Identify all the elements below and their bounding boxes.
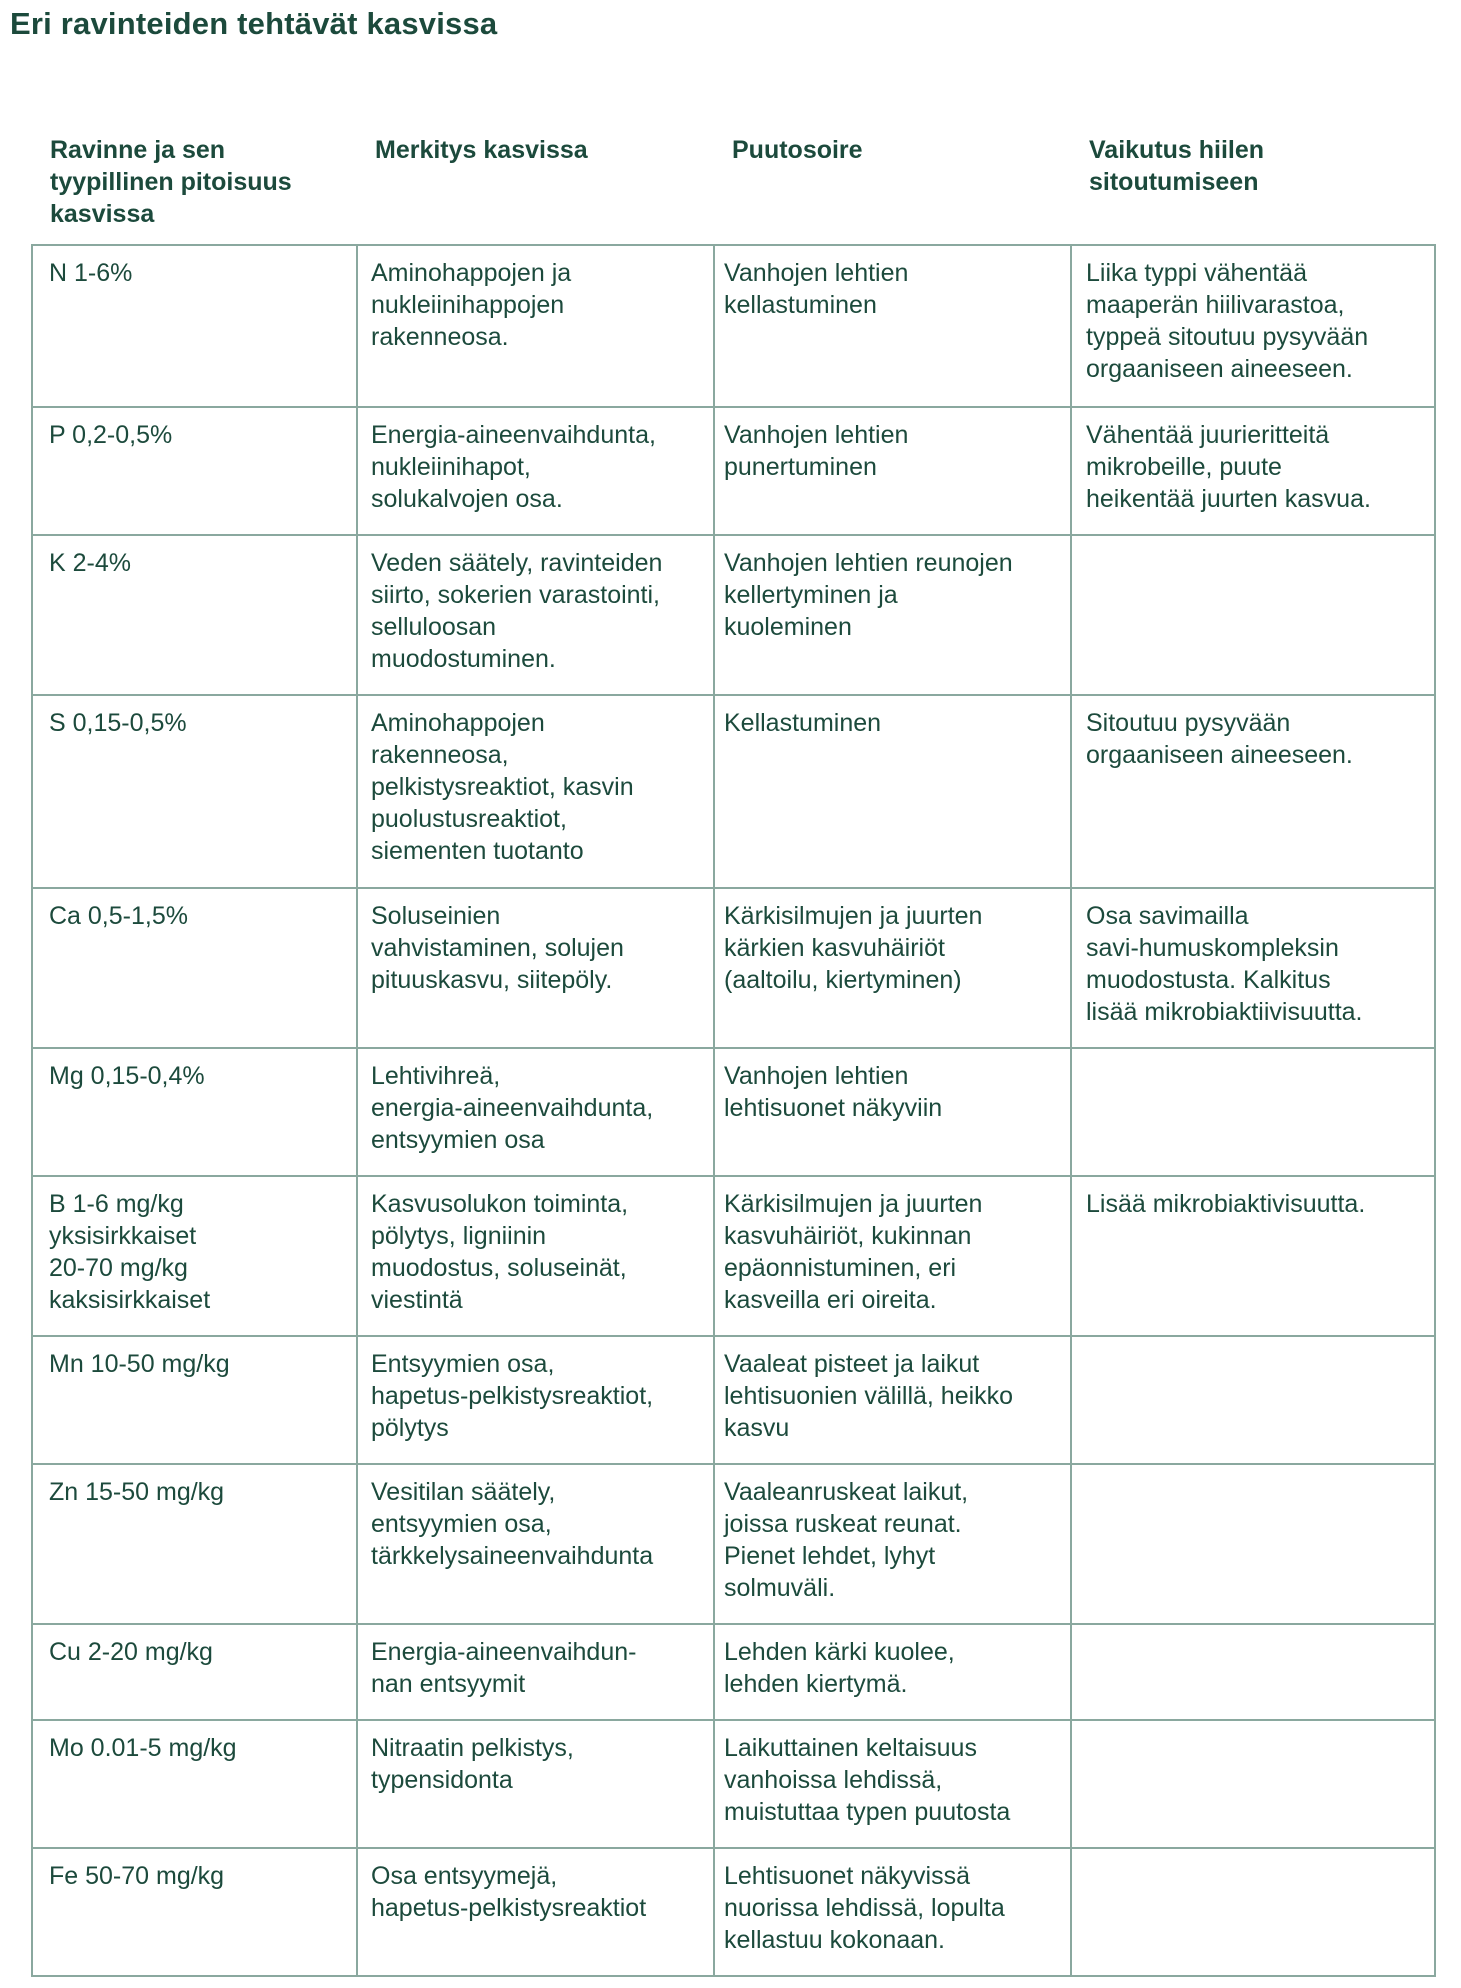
page-title: Eri ravinteiden tehtävät kasvissa bbox=[10, 6, 498, 41]
cell-nutrient: Mg 0,15-0,4% bbox=[32, 1048, 357, 1176]
cell-carbon bbox=[1071, 1464, 1435, 1624]
cell-deficiency: Kellastuminen bbox=[714, 695, 1071, 888]
cell-role: Veden säätely, ravinteiden siirto, sokerien varastointi, selluloosan muodostuminen. bbox=[357, 535, 714, 695]
cell-nutrient: P 0,2-0,5% bbox=[32, 407, 357, 535]
table-row bbox=[32, 1336, 1435, 1464]
cell-nutrient: S 0,15-0,5% bbox=[32, 695, 357, 888]
cell-role: Lehtivihreä, energia-aineenvaihdunta, entsyymien osa bbox=[357, 1048, 714, 1176]
cell-nutrient: N 1-6% bbox=[32, 245, 357, 407]
cell-deficiency: Vanhojen lehtien kellastuminen bbox=[714, 245, 1071, 407]
cell-nutrient: Ca 0,5-1,5% bbox=[32, 888, 357, 1048]
header-deficiency: Puutosoire bbox=[732, 136, 863, 164]
cell-nutrient: Mo 0.01-5 mg/kg bbox=[32, 1720, 357, 1848]
cell-deficiency: Lehden kärki kuolee, lehden kiertymä. bbox=[714, 1624, 1071, 1720]
cell-carbon: Vähentää juurieritteitä mikrobeille, puute heikentää juurten kasvua. bbox=[1071, 407, 1435, 535]
cell-carbon bbox=[1071, 1848, 1435, 1976]
header-row bbox=[32, 134, 1435, 245]
table-row bbox=[32, 407, 1435, 535]
table-header bbox=[32, 134, 1435, 245]
table-body bbox=[32, 245, 1435, 1976]
table-row bbox=[32, 1048, 1435, 1176]
header-nutrient: Ravinne ja sen tyypillinen pitoisuus kasvissa bbox=[50, 136, 292, 228]
table-row bbox=[32, 695, 1435, 888]
cell-role: Aminohappojen ja nukleiinihappojen rakenneosa. bbox=[357, 245, 714, 407]
cell-nutrient: Cu 2-20 mg/kg bbox=[32, 1624, 357, 1720]
cell-deficiency: Kärkisilmujen ja juurten kärkien kasvuhäiriöt (aaltoilu, kiertyminen) bbox=[714, 888, 1071, 1048]
cell-deficiency: Vanhojen lehtien reunojen kellertyminen ja kuoleminen bbox=[714, 535, 1071, 695]
cell-carbon: Osa savimailla savi-humuskompleksin muodostusta. Kalkitus lisää mikrobiaktiivisuutta. bbox=[1071, 888, 1435, 1048]
cell-carbon bbox=[1071, 535, 1435, 695]
cell-deficiency: Laikuttainen keltaisuus vanhoissa lehdissä, muistuttaa typen puutosta bbox=[714, 1720, 1071, 1848]
cell-deficiency: Vanhojen lehtien lehtisuonet näkyviin bbox=[714, 1048, 1071, 1176]
cell-role: Nitraatin pelkistys, typensidonta bbox=[357, 1720, 714, 1848]
nutrient-table-container bbox=[31, 134, 1434, 1977]
cell-role: Energia-aineenvaihdunta, nukleiinihapot, solukalvojen osa. bbox=[357, 407, 714, 535]
cell-role: Soluseinien vahvistaminen, solujen pituuskasvu, siitepöly. bbox=[357, 888, 714, 1048]
header-role: Merkitys kasvissa bbox=[375, 136, 588, 164]
cell-deficiency: Vaaleat pisteet ja laikut lehtisuonien välillä, heikko kasvu bbox=[714, 1336, 1071, 1464]
table-row bbox=[32, 1848, 1435, 1976]
cell-role: Energia-aineenvaihdun- nan entsyymit bbox=[357, 1624, 714, 1720]
table-row bbox=[32, 1720, 1435, 1848]
nutrient-table bbox=[31, 134, 1436, 1977]
cell-nutrient: K 2-4% bbox=[32, 535, 357, 695]
cell-deficiency: Vaaleanruskeat laikut, joissa ruskeat reunat. Pienet lehdet, lyhyt solmuväli. bbox=[714, 1464, 1071, 1624]
header-carbon: Vaikutus hiilen sitoutumiseen bbox=[1089, 136, 1265, 196]
cell-deficiency: Vanhojen lehtien punertuminen bbox=[714, 407, 1071, 535]
cell-carbon: Lisää mikrobiaktivisuutta. bbox=[1071, 1176, 1435, 1336]
cell-role: Aminohappojen rakenneosa, pelkistysreaktiot, kasvin puolustusreaktiot, siementen tuotanto bbox=[357, 695, 714, 888]
cell-nutrient: Zn 15-50 mg/kg bbox=[32, 1464, 357, 1624]
table-row bbox=[32, 1464, 1435, 1624]
cell-carbon bbox=[1071, 1336, 1435, 1464]
cell-carbon: Liika typpi vähentää maaperän hiilivarastoa, typpeä sitoutuu pysyvään orgaaniseen aineeseen. bbox=[1071, 245, 1435, 407]
table-row bbox=[32, 245, 1435, 407]
cell-role: Vesitilan säätely, entsyymien osa, tärkkelysaineenvaihdunta bbox=[357, 1464, 714, 1624]
cell-deficiency: Kärkisilmujen ja juurten kasvuhäiriöt, kukinnan epäonnistuminen, eri kasveilla eri oireita. bbox=[714, 1176, 1071, 1336]
table-row bbox=[32, 1176, 1435, 1336]
cell-carbon bbox=[1071, 1048, 1435, 1176]
cell-role: Entsyymien osa, hapetus-pelkistysreaktiot, pölytys bbox=[357, 1336, 714, 1464]
cell-nutrient: Fe 50-70 mg/kg bbox=[32, 1848, 357, 1976]
cell-carbon bbox=[1071, 1624, 1435, 1720]
cell-nutrient: Mn 10-50 mg/kg bbox=[32, 1336, 357, 1464]
cell-role: Kasvusolukon toiminta, pölytys, ligniinin muodostus, soluseinät, viestintä bbox=[357, 1176, 714, 1336]
table-row bbox=[32, 535, 1435, 695]
cell-deficiency: Lehtisuonet näkyvissä nuorissa lehdissä, lopulta kellastuu kokonaan. bbox=[714, 1848, 1071, 1976]
cell-role: Osa entsyymejä, hapetus-pelkistysreaktiot bbox=[357, 1848, 714, 1976]
table-row bbox=[32, 1624, 1435, 1720]
cell-carbon: Sitoutuu pysyvään orgaaniseen aineeseen. bbox=[1071, 695, 1435, 888]
cell-carbon bbox=[1071, 1720, 1435, 1848]
table-row bbox=[32, 888, 1435, 1048]
cell-nutrient: B 1-6 mg/kg yksisirkkaiset 20-70 mg/kg kaksisirkkaiset bbox=[32, 1176, 357, 1336]
